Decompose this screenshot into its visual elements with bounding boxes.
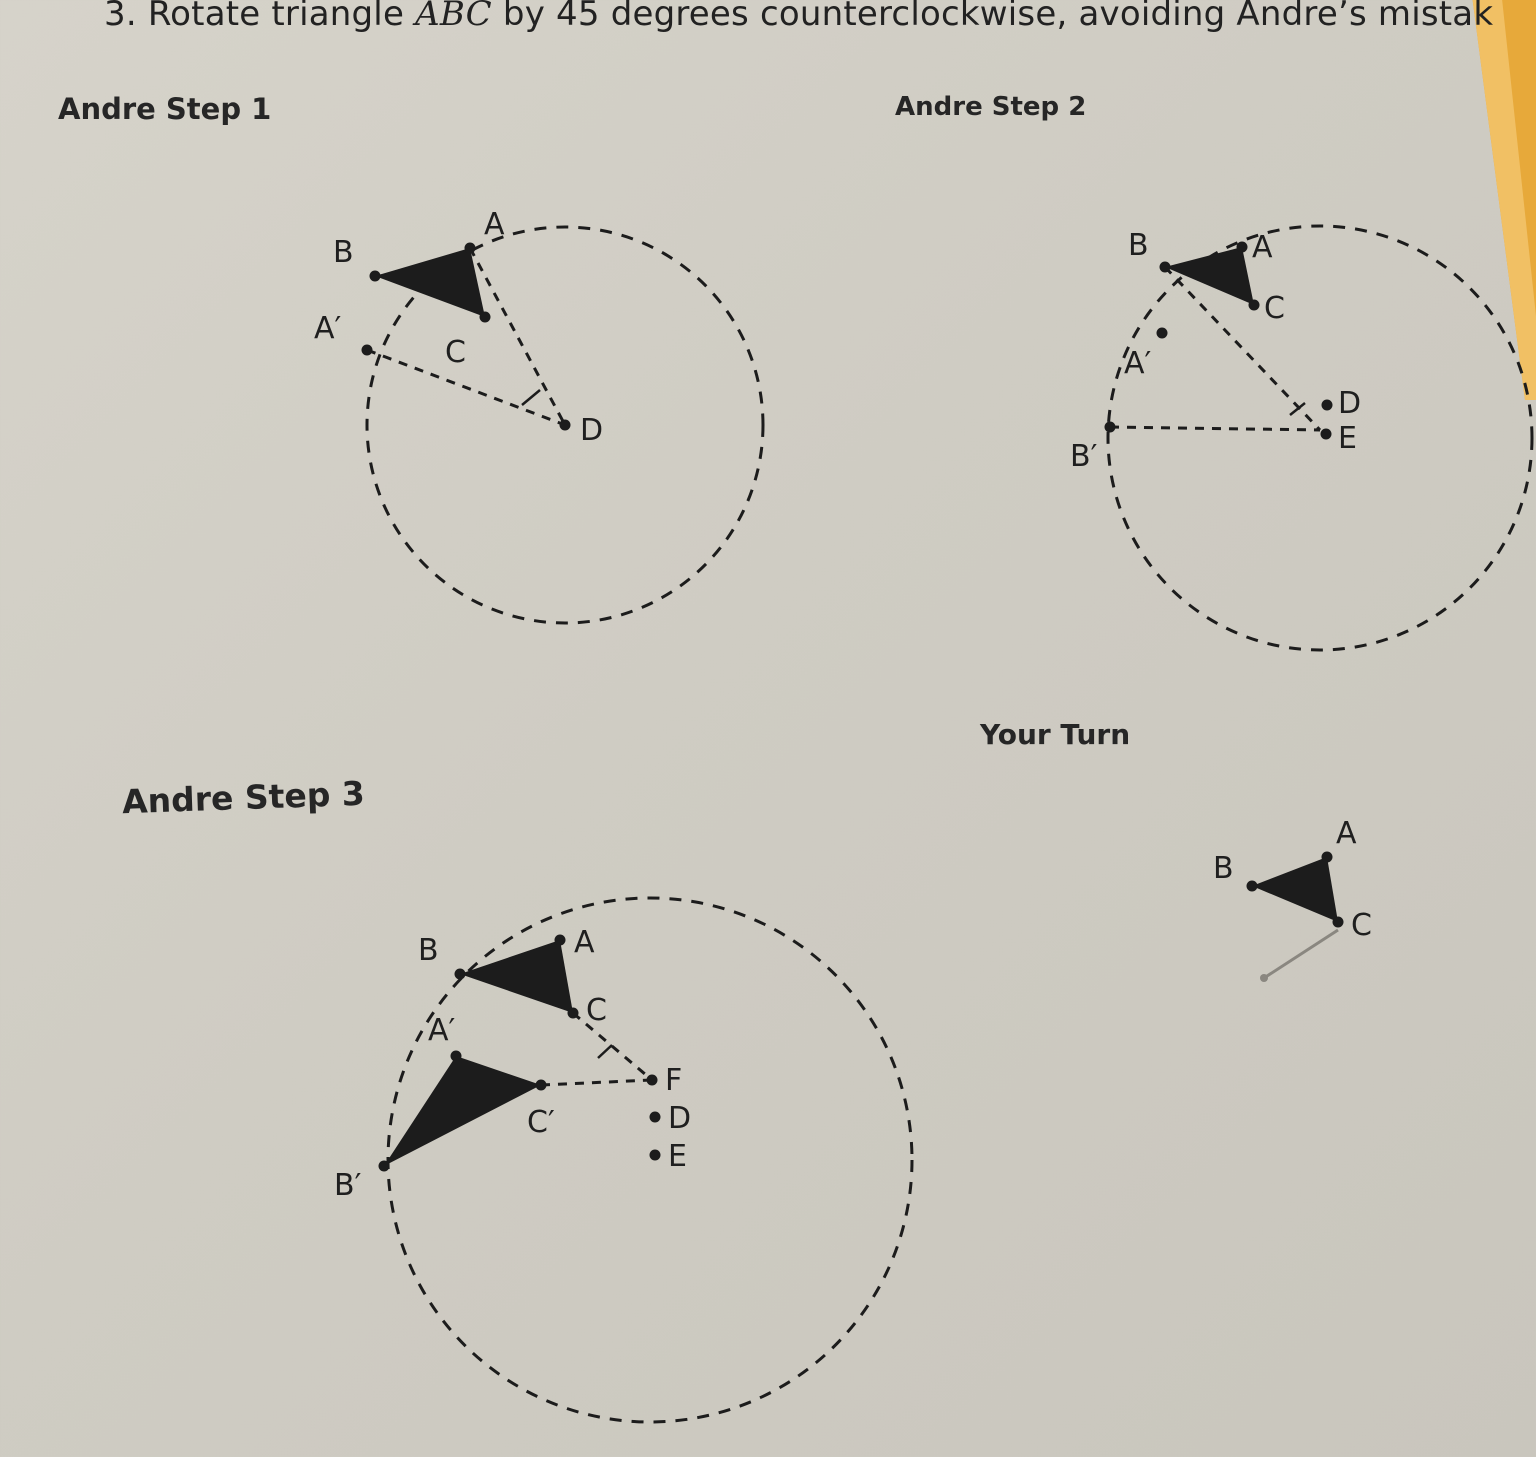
step1-point-B xyxy=(370,271,381,282)
step3-label-Cprime: C′ xyxy=(527,1105,555,1140)
step1-ray-A xyxy=(470,248,565,425)
step1-ray-Aprime xyxy=(367,350,565,425)
step2-circle xyxy=(1108,226,1532,650)
step3-point-E xyxy=(650,1150,661,1161)
your-turn-label-C: C xyxy=(1351,908,1372,943)
step3-point-Bprime xyxy=(379,1161,390,1172)
step1-figure xyxy=(314,207,763,623)
your-turn-point-A xyxy=(1322,852,1333,863)
your-turn-triangle xyxy=(1252,857,1338,922)
step2-label-B: B xyxy=(1128,228,1149,263)
step3-circle xyxy=(388,898,912,1422)
step1-point-Aprime xyxy=(362,345,373,356)
step1-label-Aprime: A′ xyxy=(314,311,342,346)
step3-ray-Cprime xyxy=(541,1080,652,1085)
step3-point-Cprime xyxy=(536,1080,547,1091)
step3-triangle-image xyxy=(384,1056,541,1166)
step1-point-C xyxy=(480,312,491,323)
step3-angle-mark xyxy=(598,1045,612,1058)
step1-title: Andre Step 1 xyxy=(58,92,272,126)
step3-label-Aprime: A′ xyxy=(428,1013,456,1048)
your-turn-label-A: A xyxy=(1336,816,1357,851)
your-turn-title: Your Turn xyxy=(980,718,1131,751)
step2-point-C xyxy=(1249,300,1260,311)
step3-point-F xyxy=(647,1075,658,1086)
step2-point-Bprime xyxy=(1105,422,1116,433)
your-turn-point-C xyxy=(1333,917,1344,928)
step1-angle-mark xyxy=(522,390,540,405)
step3-label-E: E xyxy=(668,1139,687,1174)
pencil-mark xyxy=(1264,930,1338,978)
step3-point-D xyxy=(650,1112,661,1123)
problem-variable: ABC xyxy=(415,0,492,34)
step1-point-D xyxy=(560,420,571,431)
step3-label-A: A xyxy=(574,925,595,960)
your-turn-figure xyxy=(1213,816,1372,982)
step2-label-Aprime: A′ xyxy=(1124,346,1152,381)
step2-label-D: D xyxy=(1338,386,1362,421)
step2-point-E xyxy=(1321,429,1332,440)
step3-label-Bprime: B′ xyxy=(334,1168,362,1203)
step2-label-E: E xyxy=(1338,421,1357,456)
step1-label-A: A xyxy=(484,207,505,242)
step3-label-C: C xyxy=(586,993,607,1028)
step2-label-A: A xyxy=(1252,230,1273,265)
step2-figure xyxy=(1070,226,1532,650)
step3-point-C xyxy=(568,1008,579,1019)
step3-triangle-original xyxy=(460,940,573,1013)
pencil-dot xyxy=(1260,974,1268,982)
problem-number: 3. xyxy=(104,0,137,34)
step2-triangle xyxy=(1165,247,1254,305)
step2-ray-Bprime xyxy=(1110,427,1320,430)
step2-point-A xyxy=(1237,242,1248,253)
step1-label-D: D xyxy=(580,413,604,448)
step3-ray-C xyxy=(573,1013,652,1080)
step3-figure xyxy=(334,898,912,1422)
step1-label-C: C xyxy=(445,335,466,370)
step2-point-B xyxy=(1160,262,1171,273)
step2-label-C: C xyxy=(1264,291,1285,326)
step2-label-Bprime: B′ xyxy=(1070,439,1098,474)
step3-point-B xyxy=(455,969,466,980)
your-turn-label-B: B xyxy=(1213,851,1234,886)
step1-point-A xyxy=(465,243,476,254)
step2-point-Aprime xyxy=(1157,328,1168,339)
step1-triangle xyxy=(375,248,485,317)
problem-text-after: by 45 degrees counterclockwise, avoiding Andre’s mistak xyxy=(502,0,1494,34)
step3-label-F: F xyxy=(665,1063,683,1098)
step3-label-D: D xyxy=(668,1101,692,1136)
step3-title: Andre Step 3 xyxy=(121,773,366,822)
step2-point-D xyxy=(1322,400,1333,411)
step2-title: Andre Step 2 xyxy=(895,92,1087,122)
step1-label-B: B xyxy=(333,235,354,270)
step3-point-A xyxy=(555,935,566,946)
your-turn-point-B xyxy=(1247,881,1258,892)
problem-text-before: Rotate triangle xyxy=(147,0,405,34)
step3-point-Aprime xyxy=(451,1051,462,1062)
step3-label-B: B xyxy=(418,933,439,968)
